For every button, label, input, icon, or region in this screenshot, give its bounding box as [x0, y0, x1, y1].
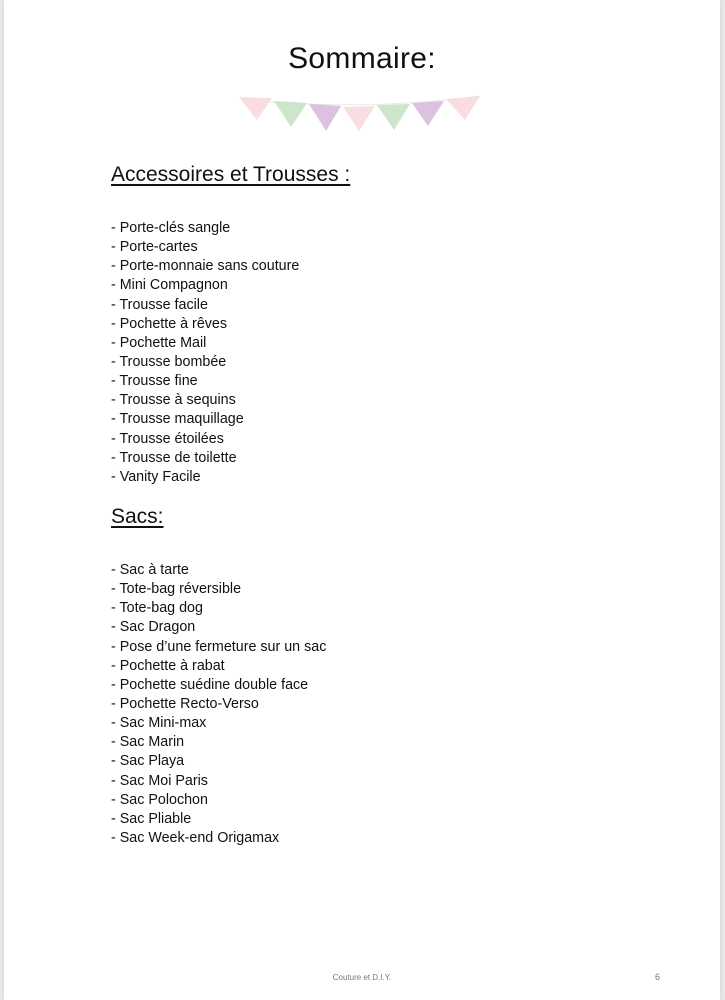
list-item: - Porte-monnaie sans couture — [111, 258, 300, 275]
section-heading-accessoires: Accessoires et Trousses : — [111, 163, 351, 186]
list-item: - Porte-cartes — [111, 239, 198, 256]
list-item: - Vanity Facile — [111, 468, 201, 485]
list-item: - Mini Compagnon — [111, 277, 228, 294]
bunting-decoration — [230, 90, 490, 140]
list-item: - Sac Moi Paris — [111, 772, 208, 789]
list-item: - Pochette suédine double face — [111, 676, 309, 693]
list-item: - Trousse bombée — [111, 353, 227, 370]
list-item: - Pochette à rêves — [111, 315, 228, 332]
bunting-flag-6 — [412, 101, 444, 126]
accessoires-list — [111, 219, 299, 487]
page-number: 6 — [655, 972, 661, 982]
list-item: - Sac Dragon — [111, 619, 196, 636]
list-item: - Sac Playa — [111, 753, 185, 770]
document-page — [4, 0, 720, 1000]
list-item: - Trousse à sequins — [111, 392, 236, 409]
list-item: - Sac Polochon — [111, 791, 208, 808]
list-item: - Pochette Recto-Verso — [111, 695, 259, 712]
list-item: - Sac Week-end Origamax — [111, 829, 280, 846]
list-item: - Sac Marin — [111, 734, 185, 751]
bunting-flag-7 — [446, 96, 480, 120]
list-item: - Trousse fine — [111, 373, 198, 390]
list-item: - Pochette à rabat — [111, 657, 225, 674]
list-item: - Sac Mini-max — [111, 715, 207, 732]
sacs-list — [111, 561, 326, 848]
list-item: - Tote-bag réversible — [111, 581, 242, 598]
list-item: - Pose d’une fermeture sur un sac — [111, 638, 327, 655]
bunting-flag-5 — [377, 104, 410, 130]
bunting-flag-2 — [274, 101, 307, 127]
list-item: - Trousse de toilette — [111, 449, 237, 466]
bunting-flag-4 — [343, 106, 375, 131]
footer-text: Couture et D.I.Y. — [332, 973, 392, 982]
list-item: - Porte-clés sangle — [111, 220, 231, 236]
list-item: - Trousse maquillage — [111, 411, 244, 428]
list-item: - Trousse facile — [111, 296, 208, 313]
bunting-flag-1 — [239, 97, 272, 120]
list-item: - Sac Pliable — [111, 810, 192, 827]
bunting-flag-3 — [309, 104, 341, 131]
page-title: Sommaire: — [288, 42, 436, 75]
list-item: - Tote-bag dog — [111, 600, 203, 617]
list-item: - Trousse étoilées — [111, 430, 224, 447]
list-item: - Pochette Mail — [111, 334, 207, 351]
section-heading-sacs: Sacs: — [111, 505, 164, 528]
list-item: - Sac à tarte — [111, 562, 189, 578]
